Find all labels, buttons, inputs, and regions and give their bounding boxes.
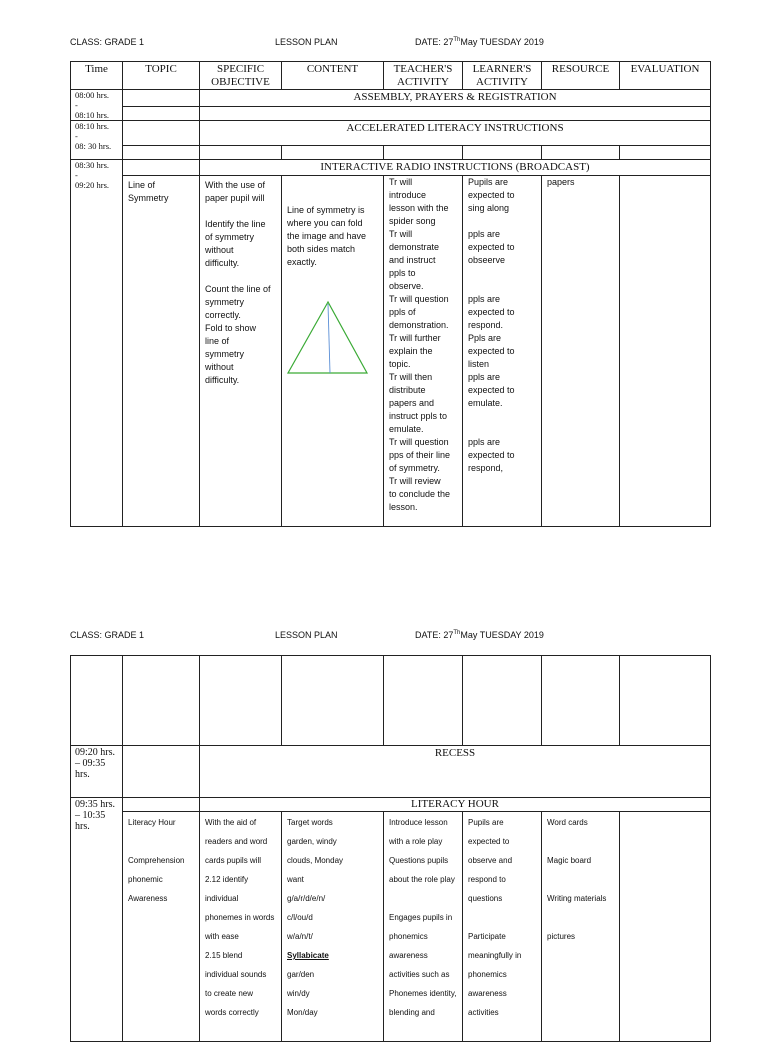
empty-cell [542, 656, 620, 746]
lesson-plan-table-2 [70, 655, 711, 1042]
col-evaluation: EVALUATION [620, 62, 711, 90]
row-assembly-sub [71, 107, 711, 121]
content-syllables: gar/den win/dy Mon/day [287, 970, 318, 1017]
lesson-row [71, 176, 711, 527]
row-literacy-hour [71, 798, 711, 812]
empty-cell [123, 90, 200, 107]
time-cell: 08:10 hrs. - 08: 30 hrs. [71, 121, 123, 160]
time-cell: 09:20 hrs. – 09:35 hrs. [71, 746, 123, 798]
date-rest: May TUESDAY 2019 [460, 630, 544, 640]
span-radio: INTERACTIVE RADIO INSTRUCTIONS (BROADCAST) [200, 160, 711, 176]
row-literacy-instructions [71, 121, 711, 146]
resource-cell: papers [542, 176, 620, 527]
col-time: Time [71, 62, 123, 90]
col-content: CONTENT [282, 62, 384, 90]
date-day: DATE: 27 [415, 37, 454, 47]
empty-cell [384, 656, 463, 746]
empty-cell [282, 656, 384, 746]
learner-activity-cell: Pupils are expected to sing along ppls are expected to obseerve ppls are expected to respond. Ppls are expected to listen ppls are expected to emulate. ppls are expected to respond, [463, 176, 542, 527]
resource-cell: Word cards Magic board Writing materials pictures [542, 812, 620, 1042]
empty-cell [200, 107, 711, 121]
row-radio [71, 160, 711, 176]
topic-cell: Literacy Hour Comprehension phonemic Awareness [123, 812, 200, 1042]
content-text: Line of symmetry is where you can fold the image and have both sides match exactly. [287, 205, 367, 267]
date-rest: May TUESDAY 2019 [460, 37, 544, 47]
empty-cell [620, 656, 711, 746]
objective-cell: With the aid of readers and word cards pupils will 2.12 identify individual phonemes in words with ease 2.15 blend individual sounds to create new words correctly [200, 812, 282, 1042]
class-label: CLASS: GRADE 1 [70, 37, 145, 47]
blank-header-row [71, 656, 711, 746]
empty-cell [123, 160, 200, 176]
empty-cell [463, 656, 542, 746]
empty-cell [71, 656, 123, 746]
content-cell [282, 176, 384, 527]
row-assembly [71, 90, 711, 107]
span-literacy-hour: LITERACY HOUR [200, 798, 711, 812]
empty-cell [282, 146, 384, 160]
date-label [415, 630, 544, 640]
time-cell: 08:30 hrs. - 09:20 hrs. [71, 160, 123, 527]
lesson-plan-title: LESSON PLAN [275, 37, 338, 47]
time-cell: 09:35 hrs. – 10:35 hrs. [71, 798, 123, 1042]
content-syllabicate: Syllabicate [287, 951, 329, 960]
content-cell [282, 812, 384, 1042]
span-assembly: ASSEMBLY, PRAYERS & REGISTRATION [200, 90, 711, 107]
empty-cell [200, 146, 282, 160]
symmetry-line [328, 304, 330, 373]
col-teacher-activity: TEACHER'S ACTIVITY [384, 62, 463, 90]
evaluation-cell [620, 812, 711, 1042]
empty-cell [123, 146, 200, 160]
empty-cell [542, 146, 620, 160]
teacher-activity-cell: Introduce lesson with a role play Questions pupils about the role play Engages pupils in phonemics awareness activities such as Phonemes identity, blending and [384, 812, 463, 1042]
empty-cell [620, 146, 711, 160]
span-literacy-instructions: ACCELERATED LITERACY INSTRUCTIONS [200, 121, 711, 146]
teacher-activity-cell: Tr will introduce lesson with the spider song Tr will demonstrate and instruct ppls to observe. Tr will question ppls of demonstration. Tr will further explain the topic. Tr will then distribute papers and instruct ppls to emulate. Tr will question pps of their line of symmetry. Tr will review to conclude the lesson. [384, 176, 463, 527]
objective-cell: With the use of paper pupil will Identify the line of symmetry without difficulty. Count the line of symmetry correctly. Fold to show line of symmetry without difficulty. [200, 176, 282, 527]
row-recess [71, 746, 711, 798]
column-header-row [71, 62, 711, 90]
topic-cell: Line of Symmetry [123, 176, 200, 527]
evaluation-cell [620, 176, 711, 527]
content-target-words: Target words garden, windy clouds, Monday want g/a/r/d/e/n/ c/l/ou/d w/a/n/t/ [287, 818, 344, 941]
col-resource: RESOURCE [542, 62, 620, 90]
lesson-row [71, 812, 711, 1042]
date-suffix: Th [453, 630, 461, 636]
empty-cell [123, 746, 200, 798]
date-day: DATE: 27 [415, 630, 454, 640]
col-objective: SPECIFIC OBJECTIVE [200, 62, 282, 90]
class-label: CLASS: GRADE 1 [70, 630, 145, 640]
empty-cell [123, 798, 200, 812]
empty-cell [123, 121, 200, 146]
learner-activity-cell: Pupils are expected to observe and respond to questions Participate meaningfully in phonemics awareness activities [463, 812, 542, 1042]
date-label [415, 37, 544, 47]
triangle-symmetry-diagram [286, 298, 371, 376]
date-suffix: Th [453, 37, 461, 43]
empty-cell [463, 146, 542, 160]
empty-cell [200, 656, 282, 746]
empty-cell [123, 656, 200, 746]
empty-cell [123, 107, 200, 121]
lesson-plan-table-1 [70, 61, 711, 527]
row-literacy-instructions-sub [71, 146, 711, 160]
col-learner-activity: LEARNER'S ACTIVITY [463, 62, 542, 90]
triangle-shape [288, 302, 367, 373]
lesson-plan-title: LESSON PLAN [275, 630, 338, 640]
span-recess: RECESS [200, 746, 711, 798]
empty-cell [384, 146, 463, 160]
time-cell: 08:00 hrs. - 08:10 hrs. [71, 90, 123, 121]
col-topic: TOPIC [123, 62, 200, 90]
